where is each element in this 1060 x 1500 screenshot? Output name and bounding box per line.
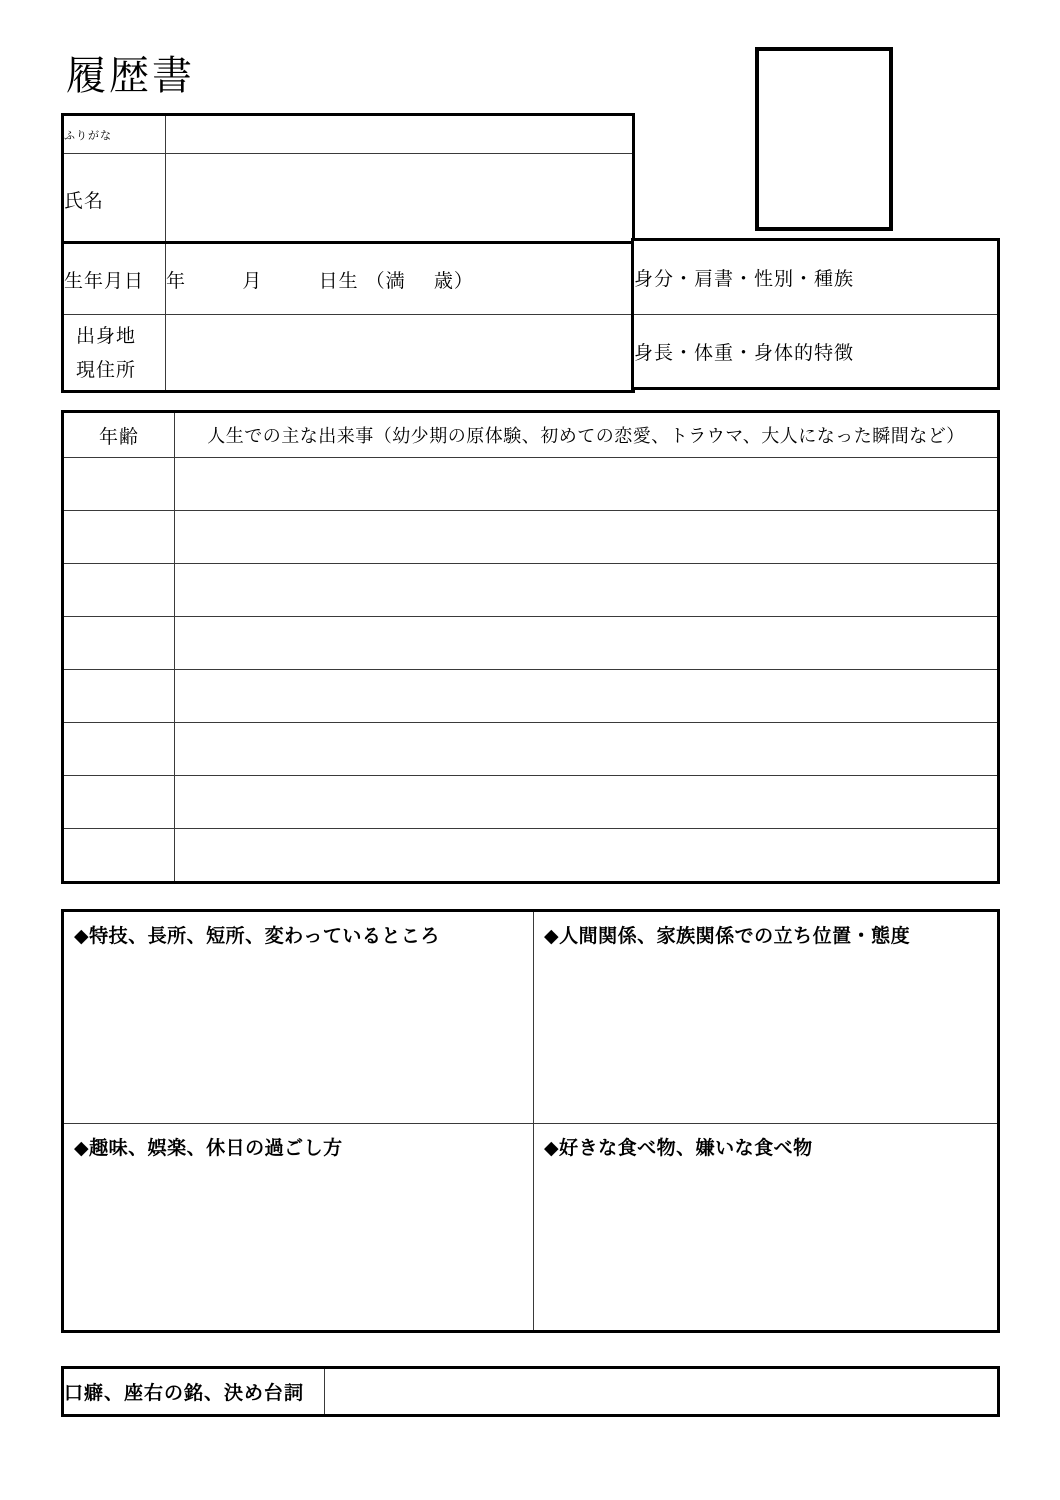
motto-row	[63, 1368, 998, 1415]
free-text-quadrants	[63, 911, 998, 1331]
furigana-label: ふりがな	[64, 116, 166, 154]
origin-address-input[interactable]	[166, 315, 633, 391]
furigana-input[interactable]	[166, 116, 633, 154]
table-row	[64, 617, 998, 670]
event-cell[interactable]	[175, 617, 998, 670]
table-row	[64, 458, 998, 511]
life-events-table	[63, 412, 998, 882]
quadrant-relationships-label: ◆人間関係、家族関係での立ち位置・態度	[544, 925, 911, 947]
age-cell[interactable]	[64, 458, 175, 511]
event-cell[interactable]	[175, 458, 998, 511]
dob-row	[64, 244, 633, 315]
origin-label: 出身地	[76, 324, 137, 347]
table-row	[64, 670, 998, 723]
quadrant-row-top	[64, 912, 998, 1124]
quadrant-relationships-field[interactable]	[534, 912, 998, 1124]
status-field[interactable]	[634, 241, 998, 315]
age-cell[interactable]	[64, 564, 175, 617]
events-column-header: 人生での主な出来事（幼少期の原体験、初めての恋愛、トラウマ、大人になった瞬間など）	[175, 413, 998, 458]
quadrant-food-field[interactable]	[534, 1124, 998, 1331]
physical-field[interactable]	[634, 315, 998, 388]
address-label: 現住所	[76, 358, 137, 381]
quadrant-hobbies-label: ◆趣味、娯楽、休日の過ごし方	[74, 1137, 343, 1159]
quadrant-skills-label: ◆特技、長所、短所、変わっているところ	[74, 925, 440, 947]
table-row	[64, 511, 998, 564]
physical-label: 身長・体重・身体的特徴	[634, 341, 855, 364]
event-cell[interactable]	[175, 829, 998, 882]
name-row	[64, 154, 633, 246]
event-cell[interactable]	[175, 670, 998, 723]
table-row	[64, 776, 998, 829]
furigana-row	[64, 116, 633, 154]
origin-address-row	[64, 315, 633, 391]
name-block	[63, 115, 633, 246]
page-title: 履歴書	[66, 53, 195, 99]
event-cell[interactable]	[175, 511, 998, 564]
status-row	[634, 241, 998, 315]
status-label: 身分・肩書・性別・種族	[634, 268, 855, 290]
name-label: 氏名	[64, 154, 166, 246]
motto-table-row	[64, 1369, 998, 1415]
age-cell[interactable]	[64, 829, 175, 882]
event-cell[interactable]	[175, 776, 998, 829]
event-cell[interactable]	[175, 564, 998, 617]
quadrant-row-bottom	[64, 1124, 998, 1331]
photo-placeholder-box[interactable]	[755, 47, 893, 231]
name-input[interactable]	[166, 154, 633, 246]
quadrant-food-label: ◆好きな食べ物、嫌いな食べ物	[544, 1137, 813, 1159]
dob-address-block	[63, 243, 633, 391]
motto-label: 口癖、座右の銘、決め台詞	[64, 1369, 325, 1415]
motto-input[interactable]	[325, 1369, 998, 1415]
table-row	[64, 829, 998, 882]
info-right-block	[633, 240, 998, 388]
quadrant-skills-field[interactable]	[64, 912, 534, 1124]
table-row	[64, 564, 998, 617]
physical-row	[634, 315, 998, 388]
age-cell[interactable]	[64, 776, 175, 829]
age-cell[interactable]	[64, 670, 175, 723]
events-header-row	[64, 413, 998, 458]
age-cell[interactable]	[64, 617, 175, 670]
age-column-header: 年齢	[64, 413, 175, 458]
age-cell[interactable]	[64, 723, 175, 776]
table-row	[64, 723, 998, 776]
event-cell[interactable]	[175, 723, 998, 776]
age-cell[interactable]	[64, 511, 175, 564]
dob-label: 生年月日	[64, 244, 166, 315]
dob-input[interactable]: 年 月 日生 （満 歳）	[166, 244, 633, 315]
quadrant-hobbies-field[interactable]	[64, 1124, 534, 1331]
origin-address-labels	[64, 315, 166, 391]
